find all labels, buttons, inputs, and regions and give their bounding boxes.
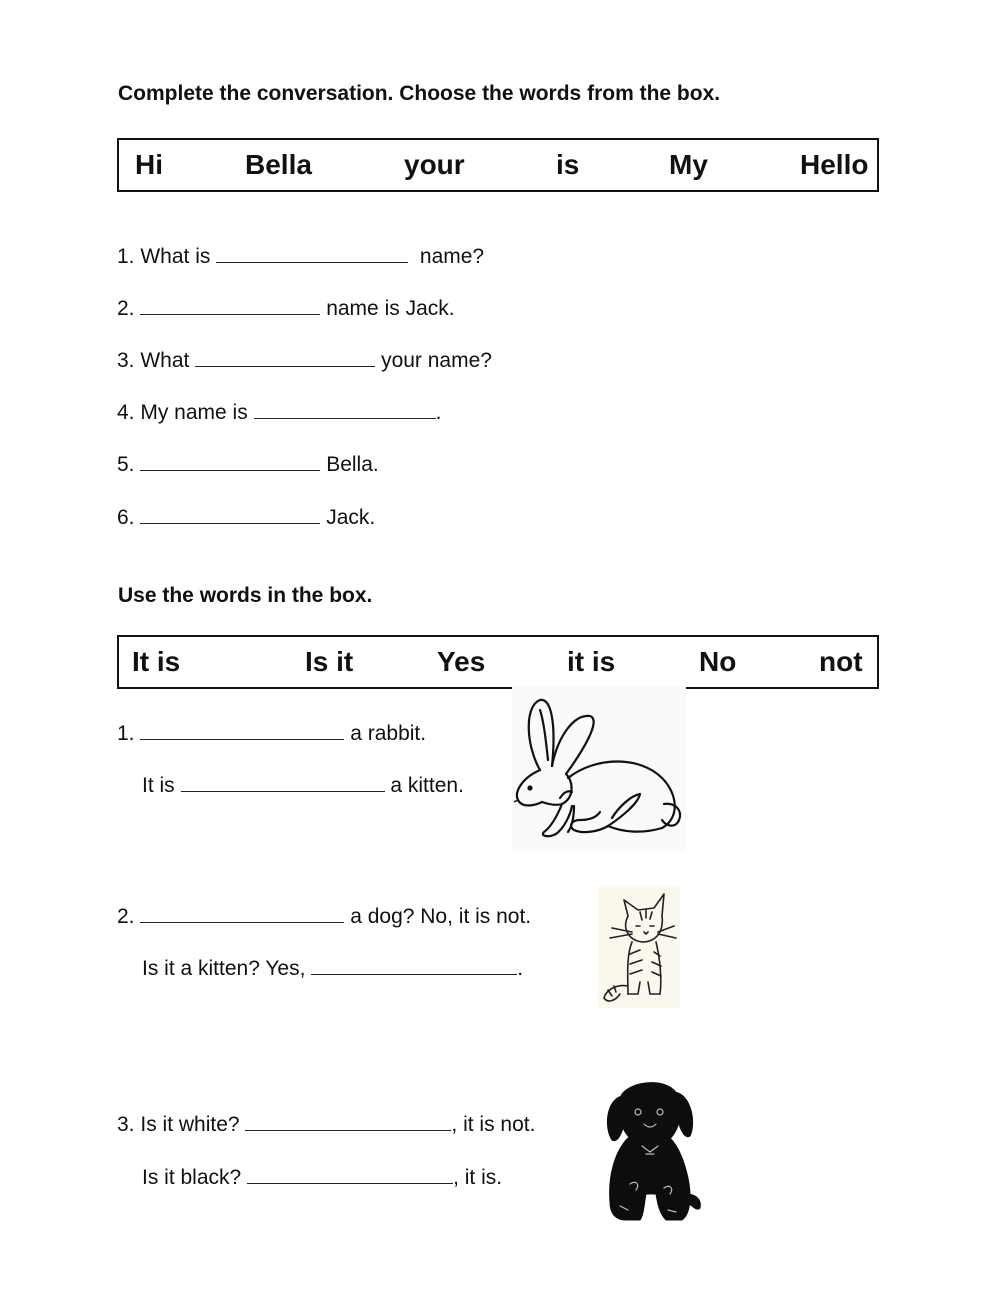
s1-item-1: 1. What is name? xyxy=(117,245,485,268)
answer-blank[interactable] xyxy=(140,505,320,524)
answer-blank[interactable] xyxy=(140,452,320,471)
answer-blank[interactable] xyxy=(195,348,375,367)
kitten-picture xyxy=(598,886,680,1008)
s2-item-3-line1: 3. Is it white? , it is not. xyxy=(117,1113,536,1136)
s2-item-2-line2: Is it a kitten? Yes, . xyxy=(142,957,524,980)
s2-item-1-line1: 1. a rabbit. xyxy=(117,722,427,745)
word-box-1 xyxy=(117,138,879,192)
word-box-1-word[interactable]: Hi xyxy=(135,149,163,180)
answer-blank[interactable] xyxy=(181,773,385,792)
answer-blank[interactable] xyxy=(140,721,344,740)
answer-blank[interactable] xyxy=(311,956,517,975)
word-box-1-word[interactable]: your xyxy=(404,149,465,180)
s2-item-2-line1: 2. a dog? No, it is not. xyxy=(117,905,532,928)
kitten-icon xyxy=(598,886,680,1008)
word-box-1-word[interactable]: is xyxy=(556,149,580,180)
s1-item-3: 3. What your name? xyxy=(117,349,492,372)
word-box-2-word[interactable]: not xyxy=(819,646,863,677)
answer-blank[interactable] xyxy=(247,1165,453,1184)
word-box-1-word[interactable]: Bella xyxy=(245,149,312,180)
s2-item-1-line2: It is a kitten. xyxy=(142,774,464,797)
s1-item-2: 2. name is Jack. xyxy=(117,297,455,320)
answer-blank[interactable] xyxy=(254,400,436,419)
rabbit-picture xyxy=(512,686,686,852)
s1-item-5: 5. Bella. xyxy=(117,453,379,476)
word-box-2-word[interactable]: It is xyxy=(132,646,181,677)
black-puppy-picture xyxy=(600,1074,704,1226)
word-box-1-word[interactable]: My xyxy=(669,149,708,180)
puppy-icon xyxy=(600,1074,704,1226)
answer-blank[interactable] xyxy=(245,1112,451,1131)
word-box-2-word[interactable]: Yes xyxy=(437,646,486,677)
answer-blank[interactable] xyxy=(140,904,344,923)
section1-instruction: Complete the conversation. Choose the words from the box. xyxy=(118,82,721,105)
s1-item-4: 4. My name is . xyxy=(117,401,442,424)
rabbit-icon xyxy=(512,686,686,852)
s2-item-3-line2: Is it black? , it is. xyxy=(142,1166,503,1189)
answer-blank[interactable] xyxy=(216,244,408,263)
word-box-2-word[interactable]: Is it xyxy=(305,646,354,677)
word-box-2-word[interactable]: it is xyxy=(567,646,616,677)
section2-instruction: Use the words in the box. xyxy=(118,584,373,607)
answer-blank[interactable] xyxy=(140,296,320,315)
word-box-2 xyxy=(117,635,879,689)
s1-item-6: 6. Jack. xyxy=(117,506,376,529)
word-box-1-word[interactable]: Hello xyxy=(800,149,869,180)
word-box-2-word[interactable]: No xyxy=(699,646,737,677)
